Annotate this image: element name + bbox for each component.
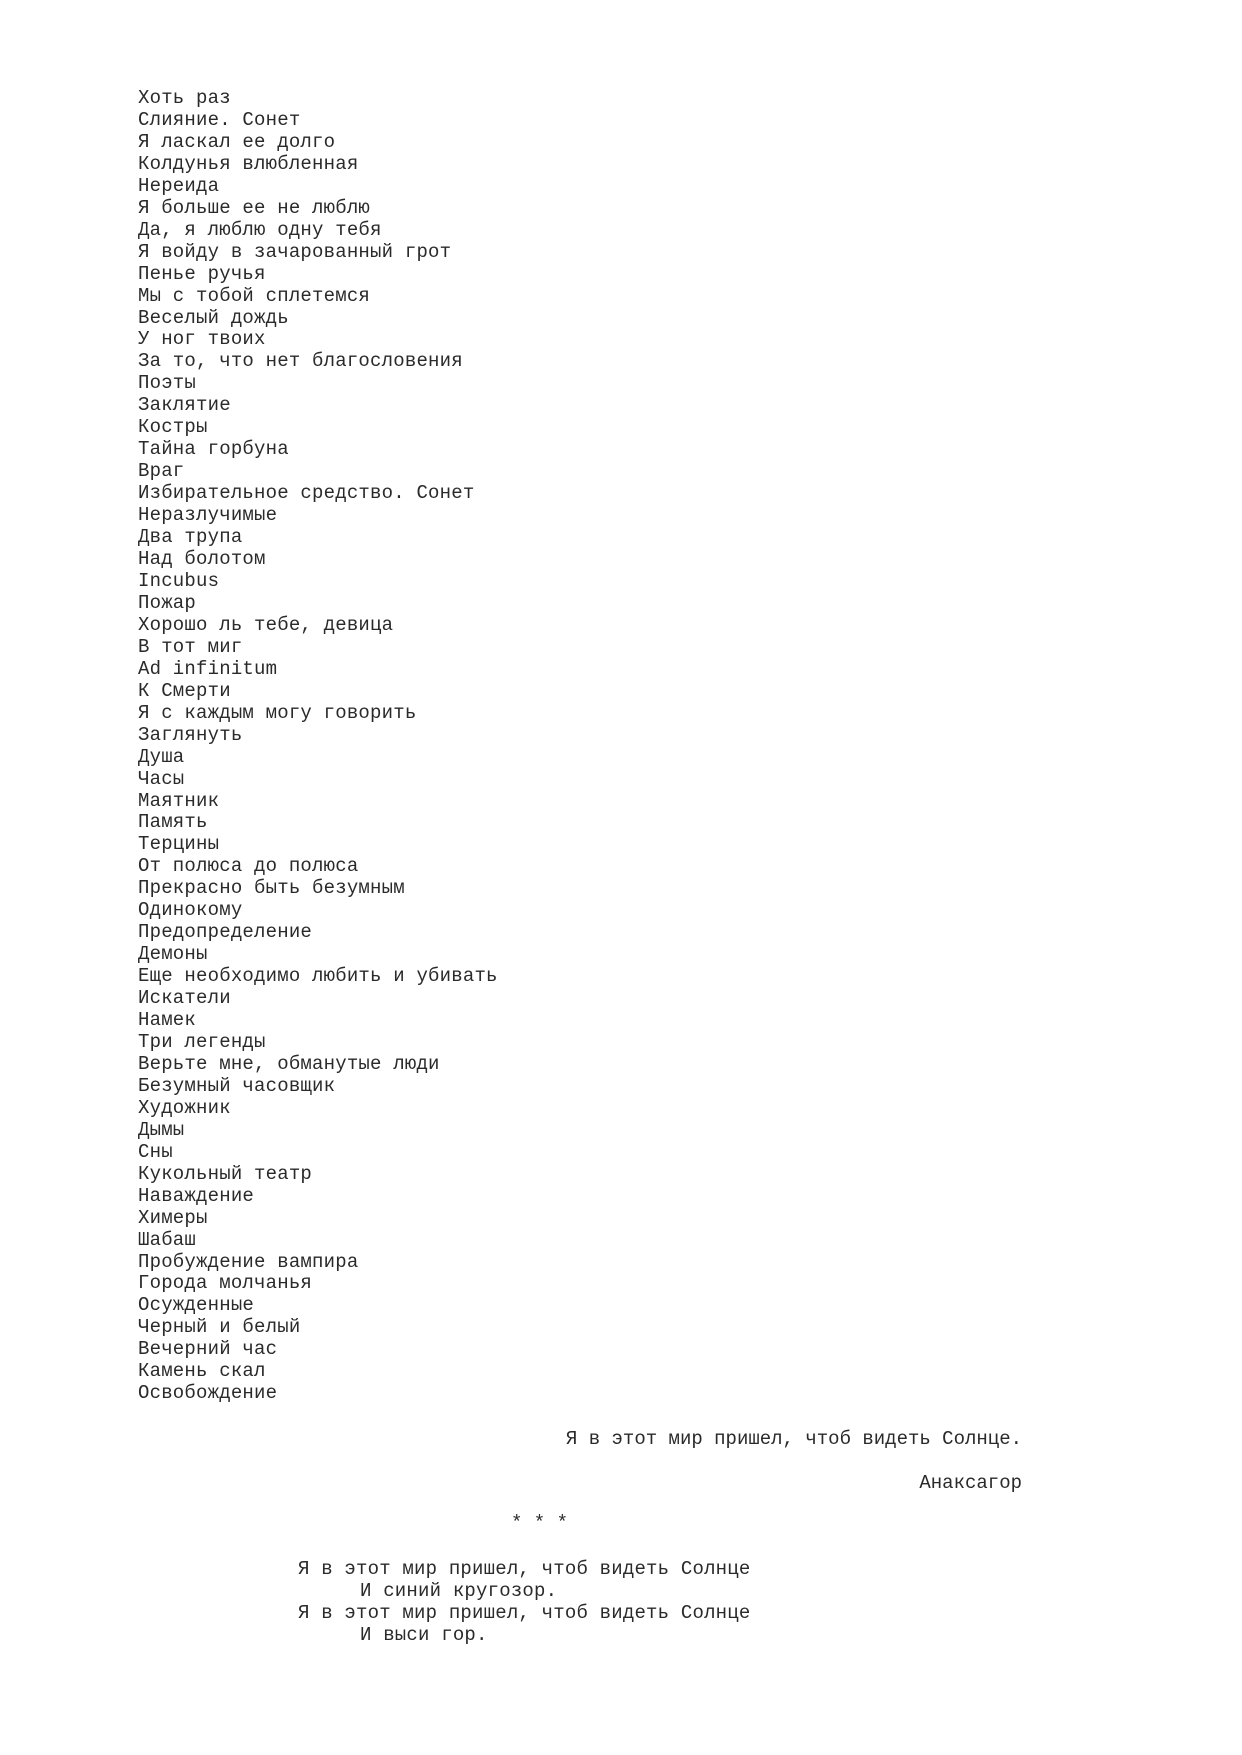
toc-item: Заглянуть [138,723,243,746]
toc-item: Поэты [138,372,197,395]
toc-item: Одинокому [138,899,243,922]
toc-item: Враг [138,460,185,483]
toc-item: Наваждение [138,1184,255,1207]
toc-item: Я войду в зачарованный грот [138,240,452,263]
toc-item: Память [138,811,208,834]
toc-item: Нереида [138,174,220,197]
toc-item: Демоны [138,943,208,966]
toc-item: Освобождение [138,1382,278,1405]
poem-stanza [298,1558,750,1646]
toc-item: Я ласкал ее долго [138,130,336,153]
toc-item: Прекрасно быть безумным [138,877,405,900]
toc-item: Да, я люблю одну тебя [138,218,382,241]
toc-item: Колдунья влюбленная [138,152,359,175]
toc-item: Над болотом [138,548,266,571]
toc-item: Верьте мне, обманутые люди [138,1052,440,1075]
toc-item: Три легенды [138,1030,266,1053]
epigraph-author: Анаксагор [919,1472,1022,1494]
toc-item: Черный и белый [138,1316,301,1339]
poem-line: Я в этот мир пришел, чтоб видеть Солнце [298,1602,751,1624]
toc-item: Пожар [138,591,197,614]
toc-item: Часы [138,767,185,790]
toc-item: За то, что нет благословения [138,350,463,373]
toc-item: Предопределение [138,921,313,944]
epigraph-text: Я в этот мир пришел, чтоб видеть Солнце. [565,1428,1022,1450]
toc-item: Хоть раз [138,87,231,109]
toc-item: Камень скал [138,1360,266,1383]
toc-item: Осужденные [138,1294,255,1317]
section-separator: * * * [511,1512,569,1534]
toc-item: Химеры [138,1206,208,1229]
toc-item: В тот миг [138,635,243,658]
toc-item: Душа [138,745,185,768]
toc-item: Художник [138,1096,231,1119]
toc-item: Incubus [138,569,220,592]
toc-item: От полюса до полюса [138,855,359,878]
toc-item: Хорошо ль тебе, девица [138,613,394,636]
toc-item: Тайна горбуна [138,438,289,461]
toc-item: Терцины [138,833,220,856]
toc-item: Искатели [138,987,231,1010]
toc-item: Слияние. Сонет [138,108,301,131]
poem-line: И выси гор. [360,1624,488,1646]
table-of-contents [138,88,498,1405]
toc-item: Ad infinitum [138,657,278,680]
poem-line: И синий кругозор. [360,1580,558,1602]
toc-item: Пробуждение вампира [138,1250,359,1273]
toc-item: Два трупа [138,526,243,549]
toc-item: Кукольный театр [138,1162,313,1185]
toc-item: Пенье ручья [138,262,266,285]
toc-item: У ног твоих [138,328,266,351]
toc-item: Безумный часовщик [138,1074,336,1097]
toc-item: Избирательное средство. Сонет [138,482,475,505]
toc-item: Костры [138,416,208,439]
toc-item: Вечерний час [138,1338,278,1361]
toc-item: Заклятие [138,394,231,417]
toc-item: Маятник [138,789,220,812]
toc-item: Шабаш [138,1228,197,1251]
poem-line: Я в этот мир пришел, чтоб видеть Солнце [298,1558,751,1580]
toc-item: Намек [138,1009,197,1032]
toc-item: Сны [138,1140,173,1163]
toc-item: Города молчанья [138,1272,313,1295]
toc-item: Мы с тобой сплетемся [138,284,371,307]
toc-item: Неразлучимые [138,504,278,527]
toc-item: Еще необходимо любить и убивать [138,965,498,988]
toc-item: Веселый дождь [138,306,289,329]
toc-item: Я больше ее не люблю [138,196,371,219]
toc-item: К Смерти [138,679,231,702]
toc-item: Я с каждым могу говорить [138,701,417,724]
toc-item: Дымы [138,1118,185,1141]
